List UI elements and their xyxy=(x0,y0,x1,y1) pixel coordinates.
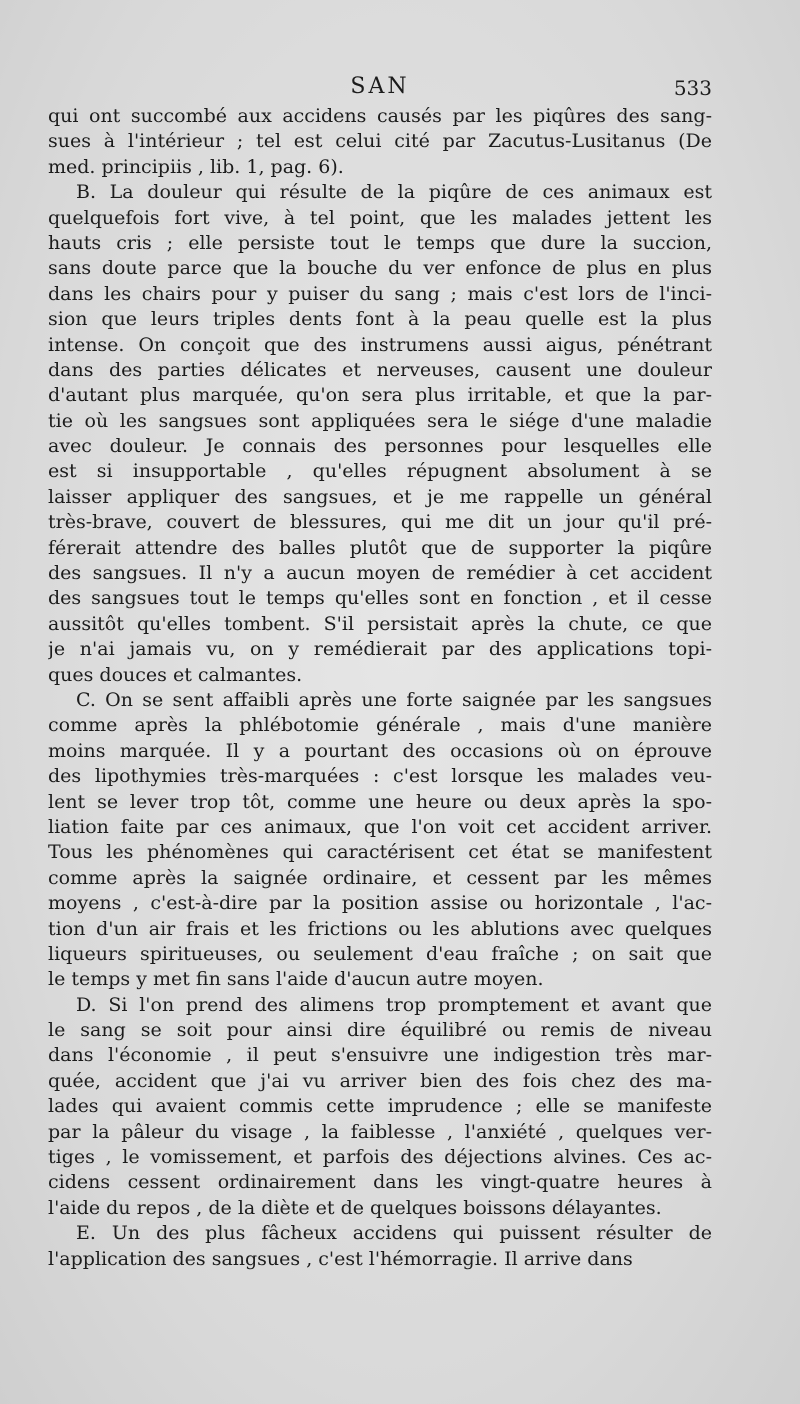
text-line: intense. On conçoit que des instrumens aussi aigus, pénétrant xyxy=(48,333,712,356)
text-line: dans des parties délicates et nerveuses, causent une douleur xyxy=(48,358,712,381)
text-line: des sangsues tout le temps qu'elles sont en fonction , et il cesse xyxy=(48,587,712,610)
text-line: aussitôt qu'elles tombent. S'il persistait après la chute, ce que xyxy=(48,612,712,635)
text-line: moyens , c'est-à-dire par la position assise ou horizontale , l'ac- xyxy=(48,892,712,915)
text-line: E. Un des plus fâcheux accidens qui puissent résulter de xyxy=(76,1222,712,1245)
text-line: sion que leurs triples dents font à la peau quelle est la plus xyxy=(48,308,712,331)
text-line: comme après la phlébotomie générale , mais d'une manière xyxy=(48,714,712,737)
text-line: liqueurs spiritueuses, ou seulement d'eau fraîche ; on sait que xyxy=(48,942,712,965)
text-line: B. La douleur qui résulte de la piqûre de ces animaux est xyxy=(76,181,712,204)
text-line: liation faite par ces animaux, que l'on voit cet accident arriver. xyxy=(48,815,712,838)
text-line: D. Si l'on prend des alimens trop promptement et avant que xyxy=(76,993,712,1016)
text-line: des lipothymies très-marquées : c'est lorsque les malades veu- xyxy=(48,765,712,788)
text-line: d'autant plus marquée, qu'on sera plus irritable, et que la par- xyxy=(48,384,712,407)
text-line: Tous les phénomènes qui caractérisent cet état se manifestent xyxy=(48,841,712,864)
text-line: ques douces et calmantes. xyxy=(48,663,303,686)
text-line: est si insupportable , qu'elles répugnent absolument à se xyxy=(48,460,712,483)
body-text xyxy=(48,104,712,1272)
text-line: tion d'un air frais et les frictions ou les ablutions avec quelques xyxy=(48,917,712,940)
text-line: med. principiis , lib. 1, pag. 6). xyxy=(48,155,344,178)
text-line: dans l'économie , il peut s'ensuivre une indigestion très mar- xyxy=(48,1044,712,1067)
text-line: quelquefois fort vive, à tel point, que les malades jettent les xyxy=(48,206,712,229)
text-line: sues à l'intérieur ; tel est celui cité par Zacutus-Lusitanus (De xyxy=(48,130,712,153)
text-line: hauts cris ; elle persiste tout le temps que dure la succion, xyxy=(48,231,712,254)
text-line: qui ont succombé aux accidens causés par les piqûres des sang- xyxy=(48,105,712,127)
text-line: sans doute parce que la bouche du ver enfonce de plus en plus xyxy=(48,257,712,280)
text-line: lent se lever trop tôt, comme une heure ou deux après la spo- xyxy=(48,790,712,813)
text-line: cidens cessent ordinairement dans les vingt-quatre heures à xyxy=(48,1171,712,1194)
text-line: le sang se soit pour ainsi dire équilibré ou remis de niveau xyxy=(48,1019,712,1042)
text-line: l'application des sangsues , c'est l'hémorragie. Il arrive dans xyxy=(48,1247,633,1270)
text-line: par la pâleur du visage , la faiblesse , l'anxiété , quelques ver- xyxy=(48,1120,712,1143)
text-line: dans les chairs pour y puiser du sang ; mais c'est lors de l'inci- xyxy=(48,282,712,305)
page-number: 533 xyxy=(673,76,712,100)
text-line: l'aide du repos , de la diète et de quelques boissons délayantes. xyxy=(48,1196,662,1219)
page-header xyxy=(48,74,712,104)
text-line: moins marquée. Il y a pourtant des occasions où on éprouve xyxy=(48,739,712,762)
text-line: tie où les sangsues sont appliquées sera le siége d'une maladie xyxy=(48,409,712,432)
running-head: SAN xyxy=(350,74,410,99)
text-line: férerait attendre des balles plutôt que de supporter la piqûre xyxy=(48,536,712,559)
text-line: C. On se sent affaibli après une forte saignée par les sangsues xyxy=(76,688,712,711)
text-line: je n'ai jamais vu, on y remédierait par des applications topi- xyxy=(48,638,712,661)
text-line: tiges , le vomissement, et parfois des déjections alvines. Ces ac- xyxy=(48,1146,712,1169)
text-line: quée, accident que j'ai vu arriver bien des fois chez des ma- xyxy=(48,1069,712,1092)
text-line: des sangsues. Il n'y a aucun moyen de remédier à cet accident xyxy=(48,562,712,585)
text-line: lades qui avaient commis cette imprudence ; elle se manifeste xyxy=(48,1095,712,1118)
text-line: comme après la saignée ordinaire, et cessent par les mêmes xyxy=(48,866,712,889)
text-line: laisser appliquer des sangsues, et je me rappelle un général xyxy=(48,485,712,508)
text-line: avec douleur. Je connais des personnes pour lesquelles elle xyxy=(48,435,712,458)
text-line: très-brave, couvert de blessures, qui me dit un jour qu'il pré- xyxy=(48,511,712,534)
text-line: le temps y met fin sans l'aide d'aucun autre moyen. xyxy=(48,968,544,991)
